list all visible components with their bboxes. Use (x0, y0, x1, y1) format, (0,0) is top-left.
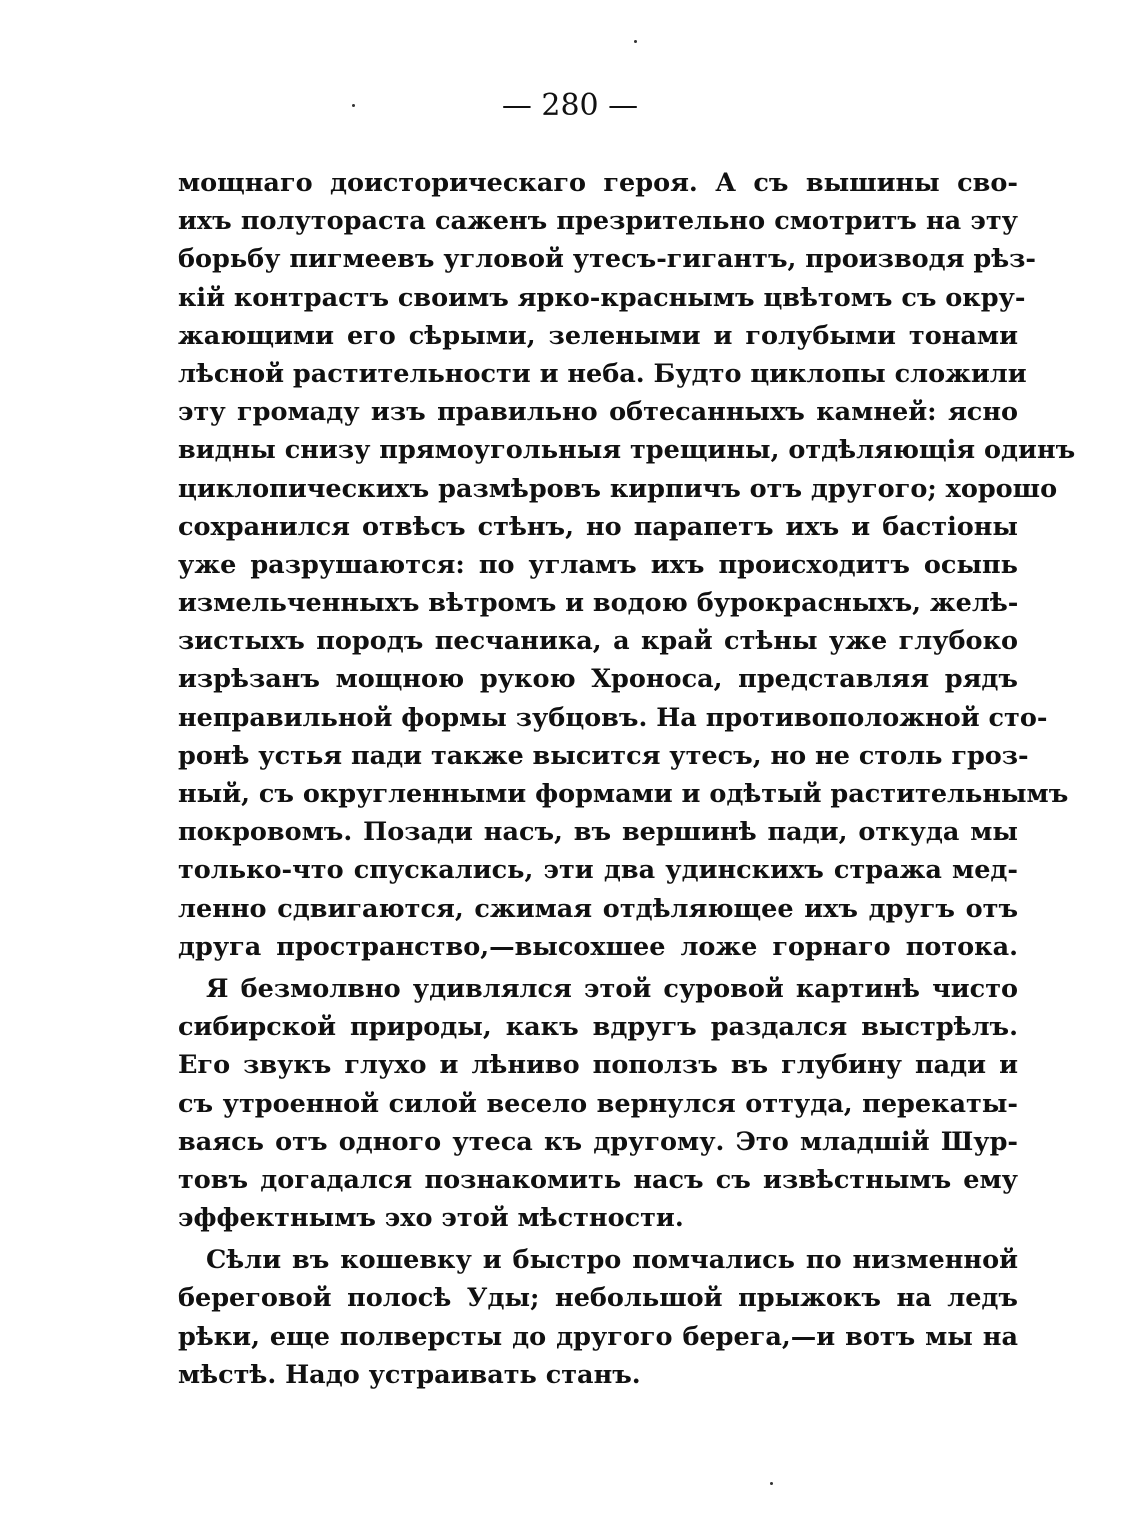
text-line: мощнаго доисторическаго героя. А съ вышины сво- (178, 168, 1018, 198)
body-text (178, 164, 1076, 1394)
text-line: Его звукъ глухо и лѣниво поползъ въ глубину пади и (178, 1050, 1018, 1081)
text-line: мѣстѣ. Надо устраивать станъ. (178, 1359, 641, 1390)
text-line: ленно сдвигаются, сжимая отдѣляющее ихъ другъ отъ (178, 893, 1018, 924)
paragraph-2 (178, 970, 1018, 1237)
text-line: Сѣли въ кошевку и быстро помчались по низменной (206, 1245, 1018, 1276)
text-line: жающими его сѣрыми, зелеными и голубыми тонами (178, 320, 1018, 351)
text-line: измельченныхъ вѣтромъ и водою бурокрасныхъ, желѣ- (178, 588, 1019, 619)
text-line: видны снизу прямоугольныя трещины, отдѣляющія одинъ (178, 435, 1076, 466)
text-line: зистыхъ породъ песчаника, а край стѣны уже глубоко (178, 626, 1018, 657)
text-line: лѣсной растительности и неба. Будто циклопы сложили (178, 358, 1027, 389)
text-line: береговой полосѣ Уды; небольшой прыжокъ на ледъ (178, 1283, 1018, 1314)
text-line: ихъ полутораста саженъ презрительно смотритъ на эту (178, 206, 1018, 237)
text-line: Я безмолвно удивлялся этой суровой картинѣ чисто (206, 973, 1018, 1004)
text-line: съ утроенной силой весело вернулся оттуда, перекаты- (178, 1088, 1018, 1119)
print-speck (634, 40, 637, 43)
text-line: товъ догадался познакомить насъ съ извѣстнымъ ему (178, 1164, 1018, 1195)
text-line: уже разрушаются: по угламъ ихъ происходитъ осыпь (178, 549, 1018, 580)
text-line: сохранился отвѣсъ стѣнъ, но парапетъ ихъ и бастіоны (178, 511, 1018, 542)
text-line: покровомъ. Позади насъ, въ вершинѣ пади, откуда мы (178, 817, 1018, 848)
text-line: эффектнымъ эхо этой мѣстности. (178, 1203, 684, 1234)
paragraph-3 (178, 1241, 1018, 1394)
text-line: сибирской природы, какъ вдругъ раздался выстрѣлъ. (178, 1012, 1018, 1043)
text-line: борьбу пигмеевъ угловой утесъ-гигантъ, производя рѣз- (178, 244, 1037, 275)
text-line: кій контрастъ своимъ ярко-краснымъ цвѣтомъ съ окру- (178, 282, 1026, 313)
text-line: эту громаду изъ правильно обтесанныхъ камней: ясно (178, 397, 1018, 428)
text-line: ронѣ устья пади также высится утесъ, но не столь гроз- (178, 740, 1029, 771)
text-line: неправильной формы зубцовъ. На противоположной сто- (178, 702, 1048, 733)
page-number: — 280 — (501, 88, 639, 123)
text-line: циклопическихъ размѣровъ кирпичъ отъ другого; хорошо (178, 473, 1058, 504)
text-line: ваясь отъ одного утеса къ другому. Это младшій Шур- (178, 1126, 1018, 1157)
text-line: рѣки, еще полверсты до другого берега,—и вотъ мы на (178, 1321, 1018, 1352)
text-line: только-что спускались, эти два удинскихъ стража мед- (178, 855, 1018, 886)
text-line: изрѣзанъ мощною рукою Хроноса, представляя рядъ (178, 664, 1018, 695)
text-line: друга пространство,—высохшее ложе горнаго потока. (178, 931, 1018, 962)
print-speck (770, 1482, 773, 1485)
paragraph-1 (178, 164, 1076, 966)
text-line: ный, съ округленными формами и одѣтый растительнымъ (178, 779, 1069, 809)
